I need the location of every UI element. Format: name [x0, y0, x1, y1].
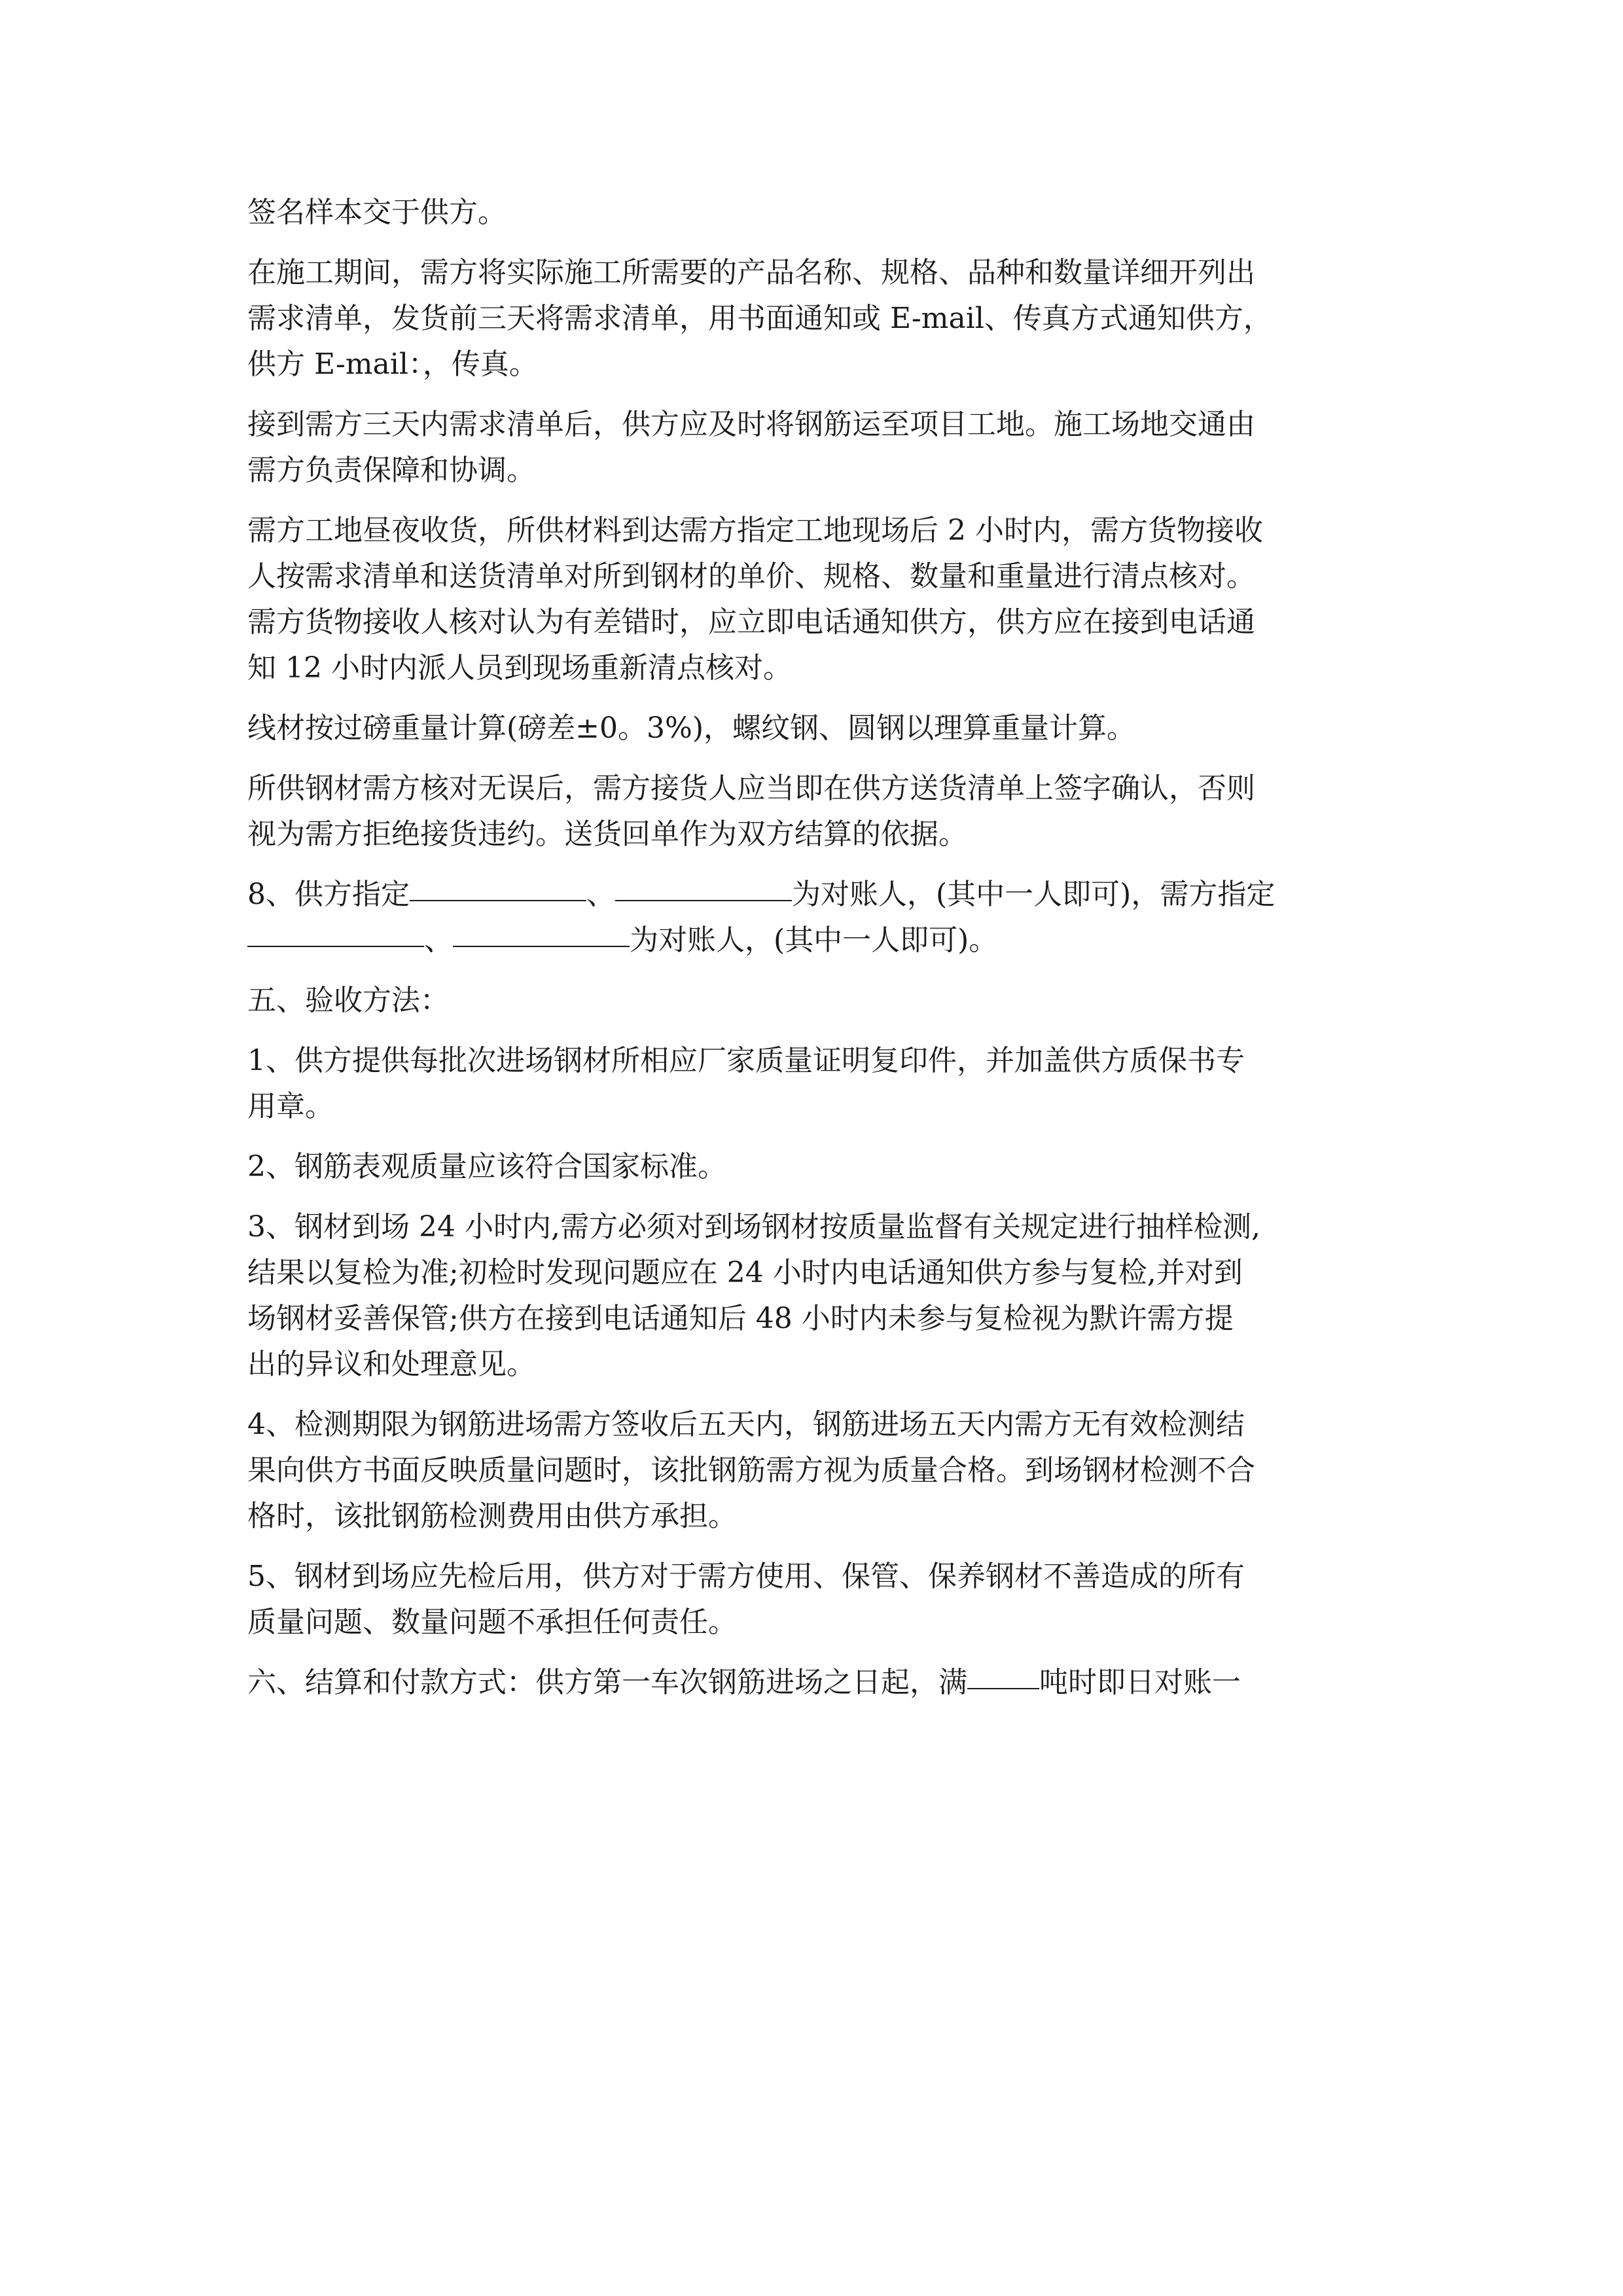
text-line: 4、检测期限为钢筋进场需方签收后五天内，钢筋进场五天内需方无有效检测结	[247, 1408, 1245, 1441]
text-line: 3、钢材到场 24 小时内,需方必须对到场钢材按质量监督有关规定进行抽样检测,	[247, 1210, 1260, 1244]
text-line: 需求清单，发货前三天将需求清单，用书面通知或 E-mail、传真方式通知供方，	[247, 302, 1272, 335]
text-line: 出的异议和处理意见。	[247, 1348, 535, 1381]
document-page	[247, 190, 1386, 1706]
clause-8-suffix: 为对账人，(其中一人即可)。	[630, 924, 998, 957]
text-line: 场钢材妥善保管;供方在接到电话通知后 48 小时内未参与复检视为默许需方提	[247, 1302, 1234, 1335]
text-line: 线材按过磅重量计算(磅差±0。3%)，螺纹钢、圆钢以理算重量计算。	[247, 711, 1135, 745]
text-line: 知 12 小时内派人员到现场重新清点核对。	[247, 651, 792, 685]
text-line: 签名样本交于供方。	[247, 196, 507, 229]
buyer-reconciler-blank-2[interactable]	[453, 917, 630, 947]
supplier-reconciler-blank-1[interactable]	[410, 871, 586, 901]
section-6-suffix: 吨时即日对账一	[1039, 1666, 1241, 1699]
text-line: 1、供方提供每批次进场钢材所相应厂家质量证明复印件，并加盖供方质保书专	[247, 1044, 1245, 1077]
text-line: 需方负责保障和协调。	[247, 454, 535, 487]
clause-8-prefix: 8、供方指定	[247, 878, 410, 911]
text-line: 在施工期间，需方将实际施工所需要的产品名称、规格、品种和数量详细开列出	[247, 256, 1255, 289]
text-line: 格时，该批钢筋检测费用由供方承担。	[247, 1499, 737, 1533]
separator: 、	[586, 878, 615, 911]
text-line: 接到需方三天内需求清单后，供方应及时将钢筋运至项目工地。施工场地交通由	[247, 408, 1255, 441]
separator: 、	[424, 924, 453, 957]
text-line: 需方货物接收人核对认为有差错时，应立即电话通知供方，供方应在接到电话通	[247, 605, 1255, 639]
section-6-prefix: 六、结算和付款方式：供方第一车次钢筋进场之日起，满	[247, 1666, 967, 1699]
text-line: 人按需求清单和送货清单对所到钢材的单价、规格、数量和重量进行清点核对。	[247, 560, 1255, 593]
text-line: 果向供方书面反映质量问题时，该批钢筋需方视为质量合格。到场钢材检测不合	[247, 1454, 1255, 1487]
text-line: 2、钢筋表观质量应该符合国家标准。	[247, 1150, 726, 1183]
text-line: 质量问题、数量问题不承担任何责任。	[247, 1605, 737, 1639]
text-line: 用章。	[247, 1090, 334, 1123]
text-line: 结果以复检为准;初检时发现问题应在 24 小时内电话通知供方参与复检,并对到	[247, 1256, 1243, 1289]
buyer-reconciler-blank-1[interactable]	[247, 917, 424, 947]
text-line: 需方工地昼夜收货，所供材料到达需方指定工地现场后 2 小时内，需方货物接收	[247, 514, 1263, 547]
text-line: 5、钢材到场应先检后用，供方对于需方使用、保管、保养钢材不善造成的所有	[247, 1560, 1245, 1593]
text-line: 视为需方拒绝接货违约。送货回单作为双方结算的依据。	[247, 817, 967, 851]
text-line: 供方 E-mail：，传真。	[247, 348, 538, 381]
text-line: 所供钢材需方核对无误后，需方接货人应当即在供方送货清单上签字确认，否则	[247, 772, 1255, 805]
tonnage-blank[interactable]	[967, 1659, 1039, 1689]
clause-8-line-2	[247, 918, 1386, 963]
supplier-reconciler-blank-2[interactable]	[615, 871, 792, 901]
section-heading: 五、验收方法：	[247, 984, 449, 1017]
clause-8-line-1	[247, 872, 1386, 918]
section-6-line	[247, 1660, 1386, 1706]
clause-8-mid: 为对账人，(其中一人即可)，需方指定	[792, 878, 1275, 911]
